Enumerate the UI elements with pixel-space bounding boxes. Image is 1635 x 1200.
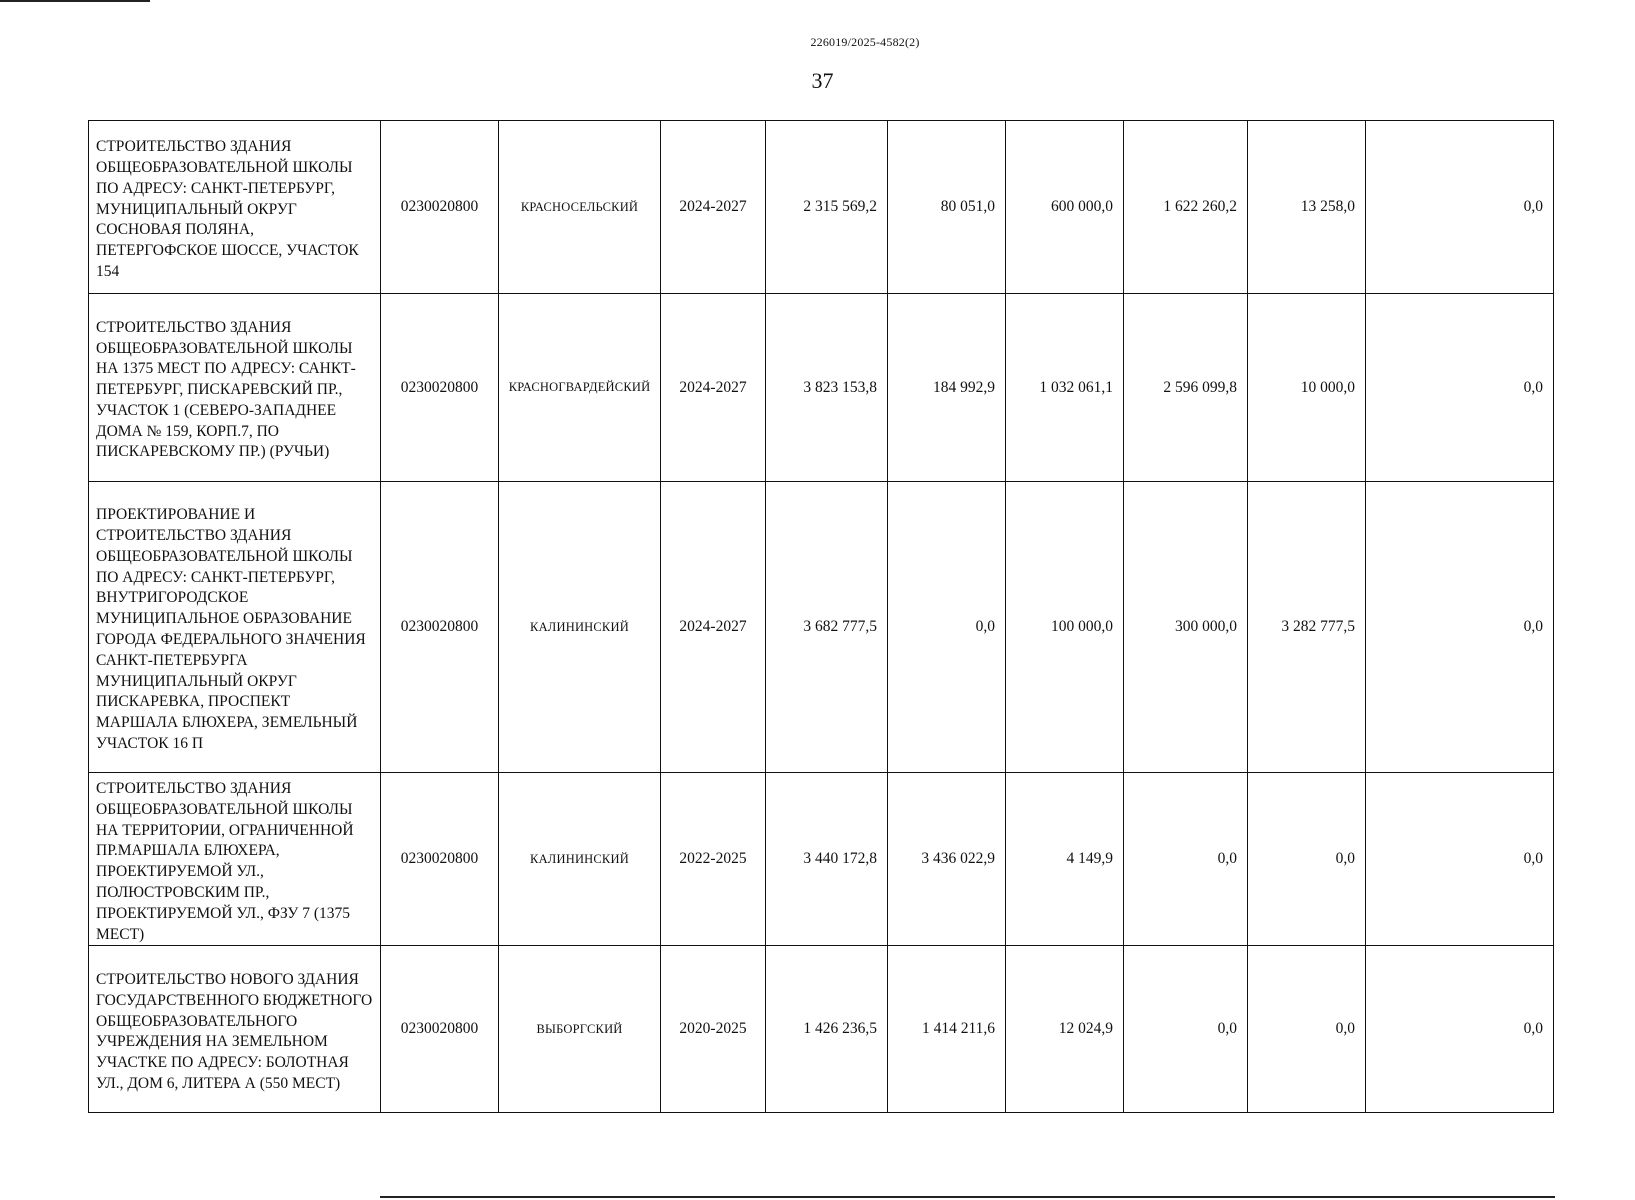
- district-cell: КРАСНОСЕЛЬСКИЙ: [499, 121, 661, 294]
- budget-code-cell: 0230020800: [381, 482, 499, 773]
- page-number: 37: [811, 68, 834, 93]
- period-cell: 2022-2025: [661, 773, 766, 946]
- amount-cell: 0,0: [888, 482, 1006, 773]
- amount-cell: 0,0: [1366, 294, 1554, 482]
- table-row: [89, 121, 1554, 294]
- period-cell: 2020-2025: [661, 946, 766, 1113]
- amount-cell: 0,0: [1366, 773, 1554, 946]
- amount-cell: 0,0: [1124, 773, 1248, 946]
- period-cell: 2024-2027: [661, 121, 766, 294]
- amount-cell: 0,0: [1366, 121, 1554, 294]
- amount-cell: 1 032 061,1: [1006, 294, 1124, 482]
- amount-cell: 1 414 211,6: [888, 946, 1006, 1113]
- object-name-cell: ПРОЕКТИРОВАНИЕ И СТРОИТЕЛЬСТВО ЗДАНИЯ ОБЩЕОБРАЗОВАТЕЛЬНОЙ ШКОЛЫ ПО АДРЕСУ: САНКТ-ПЕТЕРБУРГ, ВНУТРИГОРОДСКОЕ МУНИЦИПАЛЬНОЕ ОБРАЗОВАНИЕ ГОРОДА ФЕДЕРАЛЬНОГО ЗНАЧЕНИЯ САНКТ-ПЕТЕРБУРГА МУНИЦИПАЛЬНЫЙ ОКРУГ ПИСКАРЕВКА, ПРОСПЕКТ МАРШАЛА БЛЮХЕРА, ЗЕМЕЛЬНЫЙ УЧАСТОК 16 П: [89, 482, 381, 773]
- amount-cell: 100 000,0: [1006, 482, 1124, 773]
- amount-cell: 13 258,0: [1248, 121, 1366, 294]
- district-cell: ВЫБОРГСКИЙ: [499, 946, 661, 1113]
- object-name-cell: СТРОИТЕЛЬСТВО ЗДАНИЯ ОБЩЕОБРАЗОВАТЕЛЬНОЙ ШКОЛЫ НА ТЕРРИТОРИИ, ОГРАНИЧЕННОЙ ПР.МАРШАЛА БЛЮХЕРА, ПРОЕКТИРУЕМОЙ УЛ., ПОЛЮСТРОВСКИМ ПР., ПРОЕКТИРУЕМОЙ УЛ., ФЗУ 7 (1375 МЕСТ): [89, 773, 381, 946]
- district-cell: КАЛИНИНСКИЙ: [499, 773, 661, 946]
- total-cost-cell: 3 682 777,5: [766, 482, 888, 773]
- amount-cell: 0,0: [1248, 773, 1366, 946]
- budget-code-cell: 0230020800: [381, 773, 499, 946]
- scan-edge-line-top: [0, 0, 150, 2]
- amount-cell: 4 149,9: [1006, 773, 1124, 946]
- period-cell: 2024-2027: [661, 294, 766, 482]
- budget-code-cell: 0230020800: [381, 294, 499, 482]
- total-cost-cell: 1 426 236,5: [766, 946, 888, 1113]
- amount-cell: 0,0: [1248, 946, 1366, 1113]
- budget-code-cell: 0230020800: [381, 946, 499, 1113]
- amount-cell: 2 596 099,8: [1124, 294, 1248, 482]
- table-row: [89, 294, 1554, 482]
- total-cost-cell: 3 440 172,8: [766, 773, 888, 946]
- amount-cell: 12 024,9: [1006, 946, 1124, 1113]
- investment-table: [88, 120, 1554, 1113]
- amount-cell: 600 000,0: [1006, 121, 1124, 294]
- budget-code-cell: 0230020800: [381, 121, 499, 294]
- table-row: [89, 946, 1554, 1113]
- period-cell: 2024-2027: [661, 482, 766, 773]
- scan-edge-line-bottom: [380, 1196, 1555, 1198]
- amount-cell: 0,0: [1124, 946, 1248, 1113]
- amount-cell: 0,0: [1366, 482, 1554, 773]
- amount-cell: 3 282 777,5: [1248, 482, 1366, 773]
- amount-cell: 80 051,0: [888, 121, 1006, 294]
- amount-cell: 184 992,9: [888, 294, 1006, 482]
- document-number: 226019/2025-4582(2): [810, 35, 920, 49]
- table-row: [89, 482, 1554, 773]
- total-cost-cell: 3 823 153,8: [766, 294, 888, 482]
- amount-cell: 3 436 022,9: [888, 773, 1006, 946]
- object-name-cell: СТРОИТЕЛЬСТВО НОВОГО ЗДАНИЯ ГОСУДАРСТВЕННОГО БЮДЖЕТНОГО ОБЩЕОБРАЗОВАТЕЛЬНОГО УЧРЕЖДЕНИЯ НА ЗЕМЕЛЬНОМ УЧАСТКЕ ПО АДРЕСУ: БОЛОТНАЯ УЛ., ДОМ 6, ЛИТЕРА А (550 МЕСТ): [89, 946, 381, 1113]
- amount-cell: 10 000,0: [1248, 294, 1366, 482]
- object-name-cell: СТРОИТЕЛЬСТВО ЗДАНИЯ ОБЩЕОБРАЗОВАТЕЛЬНОЙ ШКОЛЫ НА 1375 МЕСТ ПО АДРЕСУ: САНКТ-ПЕТЕРБУРГ, ПИСКАРЕВСКИЙ ПР., УЧАСТОК 1 (СЕВЕРО-ЗАПАДНЕЕ ДОМА № 159, КОРП.7, ПО ПИСКАРЕВСКОМУ ПР.) (РУЧЬИ): [89, 294, 381, 482]
- district-cell: КРАСНОГВАРДЕЙСКИЙ: [499, 294, 661, 482]
- total-cost-cell: 2 315 569,2: [766, 121, 888, 294]
- amount-cell: 1 622 260,2: [1124, 121, 1248, 294]
- object-name-cell: СТРОИТЕЛЬСТВО ЗДАНИЯ ОБЩЕОБРАЗОВАТЕЛЬНОЙ ШКОЛЫ ПО АДРЕСУ: САНКТ-ПЕТЕРБУРГ, МУНИЦИПАЛЬНЫЙ ОКРУГ СОСНОВАЯ ПОЛЯНА, ПЕТЕРГОФСКОЕ ШОССЕ, УЧАСТОК 154: [89, 121, 381, 294]
- district-cell: КАЛИНИНСКИЙ: [499, 482, 661, 773]
- table-row: [89, 773, 1554, 946]
- amount-cell: 300 000,0: [1124, 482, 1248, 773]
- amount-cell: 0,0: [1366, 946, 1554, 1113]
